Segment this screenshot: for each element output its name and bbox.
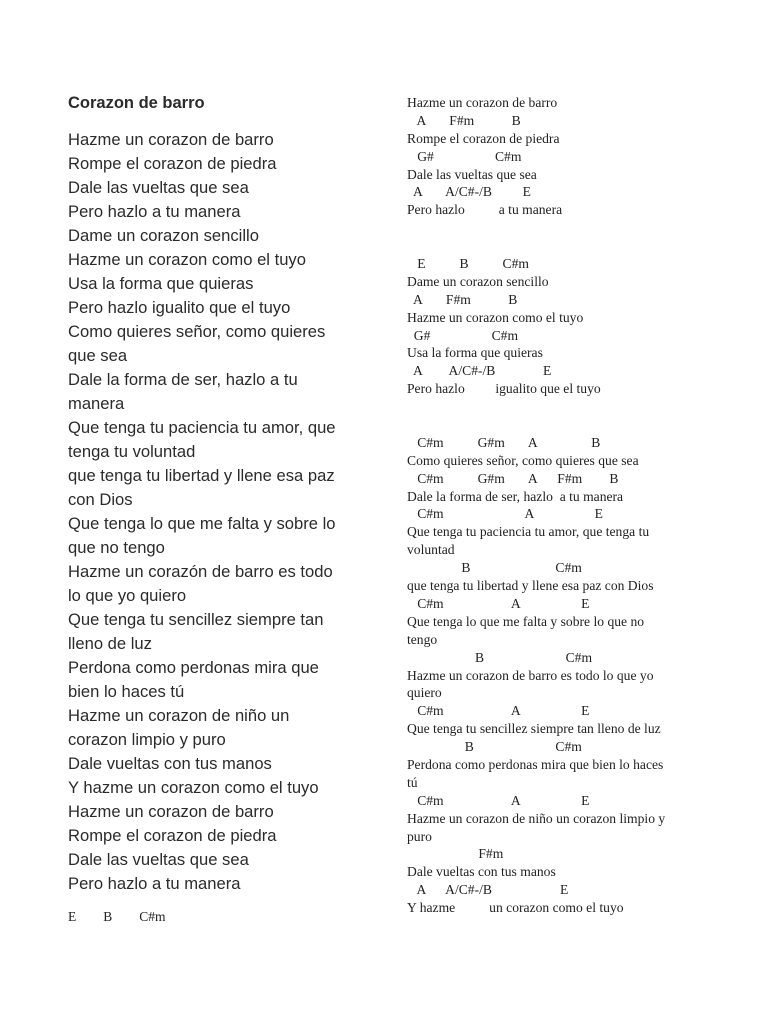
- lyrics-lines: [68, 128, 368, 896]
- lyric-line: Pero hazlo igualito que el tuyo: [68, 298, 291, 317]
- lyric-line: Dale la forma de ser, hazlo a tu: [68, 370, 298, 389]
- lyric-line: tengo: [407, 631, 438, 647]
- chord-line: E B C#m: [407, 256, 529, 272]
- chord-line: C#m A E: [407, 595, 590, 611]
- lyric-line: voluntad: [407, 542, 455, 558]
- lyric-line: Usa la forma que quieras: [407, 345, 543, 361]
- lyric-line: que tenga tu libertad y llene esa paz con Dios: [407, 578, 654, 594]
- chord-line: A F#m B: [407, 112, 521, 128]
- lyric-line: Hazme un corazon de niño un: [68, 706, 290, 725]
- lyric-line: Hazme un corazon de barro: [407, 95, 558, 110]
- lyric-line: Pero hazlo igualito que el tuyo: [407, 381, 601, 397]
- chord-line: G# C#m: [407, 148, 522, 164]
- chord-line: C#m G#m A B: [407, 434, 601, 450]
- chord-line: B C#m: [407, 739, 582, 755]
- lyric-line: Hazme un corazon de niño un corazon limpio y: [407, 810, 666, 826]
- blank-line: [407, 219, 707, 237]
- chord-line: A A/C#-/B E: [407, 363, 552, 379]
- lyric-line: Que tenga lo que me falta y sobre lo: [68, 514, 336, 533]
- lyric-line: Dale vueltas con tus manos: [407, 864, 556, 880]
- blank-line: [407, 237, 707, 255]
- lyric-line: Que tenga tu paciencia tu amor, que tenga tu: [407, 524, 650, 540]
- lyric-line: que no tengo: [68, 538, 165, 557]
- chord-line: A F#m B: [407, 291, 518, 307]
- lyric-line: que sea: [68, 346, 128, 365]
- lyric-line: Dale la forma de ser, hazlo a tu manera: [407, 488, 624, 504]
- chord-line: F#m: [407, 846, 504, 862]
- lyric-line: corazon limpio y puro: [68, 730, 226, 749]
- lyric-line: Hazme un corazon de barro: [68, 130, 274, 149]
- lyric-line: Que tenga tu sencillez siempre tan lleno de luz: [407, 721, 661, 737]
- lyrics-column: [68, 92, 368, 896]
- lyric-line: con Dios: [68, 490, 133, 509]
- lyric-line: Perdona como perdonas mira que: [68, 658, 319, 677]
- lyric-line: Pero hazlo a tu manera: [68, 202, 241, 221]
- song-title: Corazon de barro: [68, 94, 205, 112]
- blank-line: [407, 416, 707, 434]
- chord-line: B C#m: [407, 560, 582, 576]
- lyric-line: Dame un corazon sencillo: [407, 273, 549, 289]
- lyric-line: Hazme un corazón de barro es todo: [68, 562, 333, 581]
- lyric-line: Hazme un corazon como el tuyo: [68, 250, 306, 269]
- lyric-line: puro: [407, 828, 432, 844]
- lyric-line: Hazme un corazon como el tuyo: [407, 309, 584, 325]
- chord-line: A A/C#-/B E: [407, 184, 531, 200]
- lyric-line: Rompe el corazon de piedra: [407, 130, 560, 146]
- lyric-line: Pero hazlo a tu manera: [407, 202, 563, 218]
- lyric-line: Y hazme un corazon como el tuyo: [407, 900, 624, 916]
- lyric-line: tenga tu voluntad: [68, 442, 196, 461]
- lyric-line: Rompe el corazon de piedra: [68, 826, 277, 845]
- lyric-line: Rompe el corazon de piedra: [68, 154, 277, 173]
- blank-line: [407, 398, 707, 416]
- lyric-line: lleno de luz: [68, 634, 152, 653]
- chord-line: C#m A E: [407, 703, 590, 719]
- chord-line: C#m A E: [407, 792, 590, 808]
- lyric-line: Que tenga tu sencillez siempre tan: [68, 610, 324, 629]
- lyric-line: Dale las vueltas que sea: [68, 178, 249, 197]
- lyric-line: Hazme un corazon de barro: [68, 802, 274, 821]
- chords-column: [407, 94, 707, 917]
- lyric-line: manera: [68, 394, 125, 413]
- lyric-line: Hazme un corazon de barro es todo lo que yo: [407, 667, 654, 683]
- lyric-line: Dale vueltas con tus manos: [68, 754, 272, 773]
- lyric-line: bien lo haces tú: [68, 682, 185, 701]
- lyric-line: Y hazme un corazon como el tuyo: [68, 778, 319, 797]
- lyric-line: lo que yo quiero: [68, 586, 187, 605]
- chord-line: C#m A E: [407, 506, 603, 522]
- chord-line: G# C#m: [407, 327, 519, 343]
- lyric-line: Que tenga tu paciencia tu amor, que: [68, 418, 336, 437]
- lyric-line: tú: [407, 774, 418, 790]
- lyric-line: Usa la forma que quieras: [68, 274, 254, 293]
- lyric-line: Dale las vueltas que sea: [407, 166, 537, 182]
- lyric-line: Como quieres señor, como quieres: [68, 322, 326, 341]
- lyric-line: Que tenga lo que me falta y sobre lo que no: [407, 613, 645, 629]
- lyric-line: Perdona como perdonas mira que bien lo haces: [407, 756, 664, 772]
- lyric-line: Pero hazlo a tu manera: [68, 874, 241, 893]
- chord-line: C#m G#m A F#m B: [407, 470, 619, 486]
- lyric-line: que tenga tu libertad y llene esa paz: [68, 466, 335, 485]
- lyric-line: Dame un corazon sencillo: [68, 226, 259, 245]
- lyric-line: Dale las vueltas que sea: [68, 850, 249, 869]
- lyric-line: quiero: [407, 685, 442, 701]
- chord-line: E B C#m: [68, 909, 166, 924]
- lyric-line: Como quieres señor, como quieres que sea: [407, 452, 639, 468]
- chord-line: A A/C#-/B E: [407, 882, 569, 898]
- chord-line: B C#m: [407, 649, 593, 665]
